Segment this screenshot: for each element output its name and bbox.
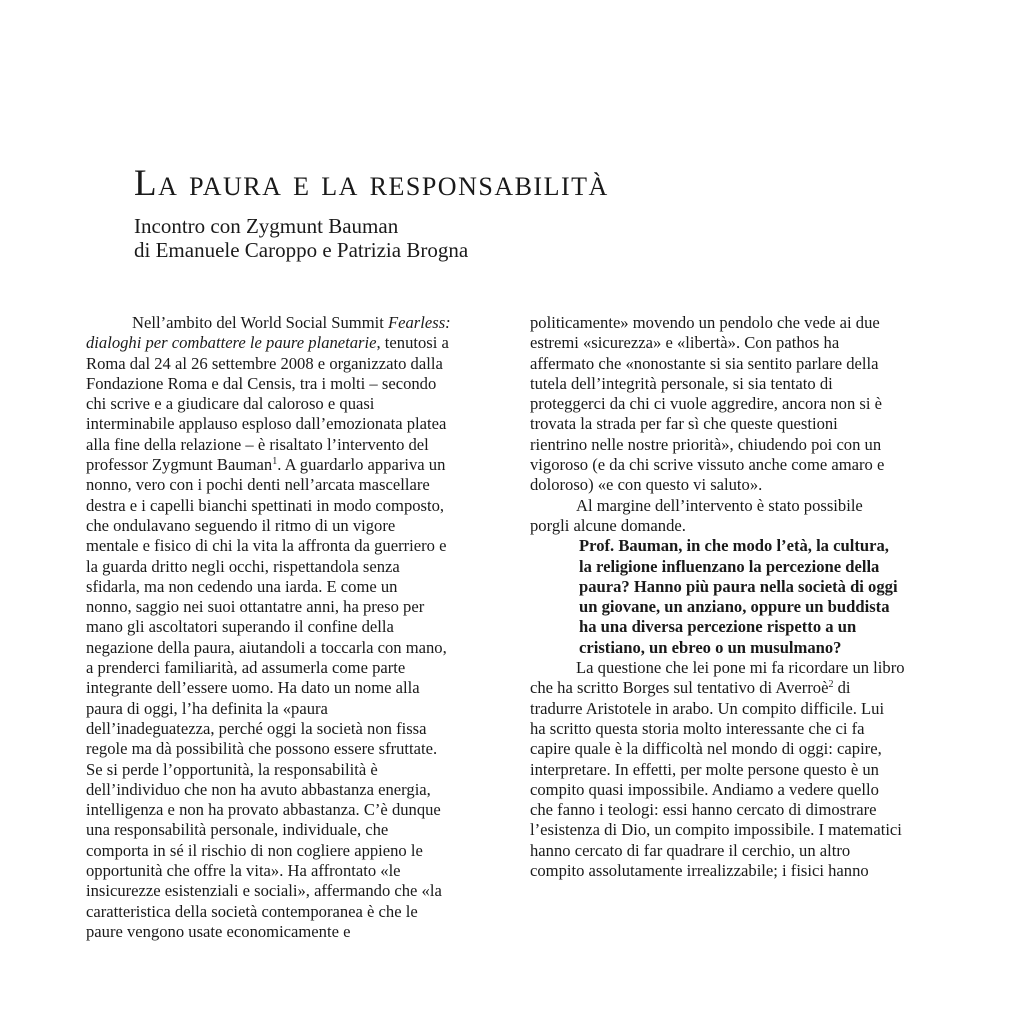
text-line: nonno, vero con i pochi denti nell’arcata mascellare — [86, 475, 430, 495]
text-line: hanno cercato di far quadrare il cerchio, un altro — [530, 840, 851, 860]
text-line: paure vengono usate economicamente e — [86, 921, 351, 941]
question-line: paura? Hanno più paura nella società di oggi — [579, 576, 898, 596]
text-line: nonno, saggio nei suoi ottantatre anni, ha preso per — [86, 597, 425, 617]
event-title-italic: Fearless: — [388, 313, 451, 332]
question-line: Prof. Bauman, in che modo l’età, la cultura, — [579, 536, 889, 556]
text-line: paura di oggi, l’ha definita la «paura — [86, 698, 328, 718]
interview-question — [530, 536, 940, 658]
text-line: Al margine dell’intervento è stato possibile — [576, 495, 863, 515]
text-run: professor Zygmunt Bauman — [86, 455, 273, 475]
text-run: , tenutosi a — [376, 333, 449, 353]
text-run: . A guardarlo appariva un — [277, 455, 446, 475]
text-line: una responsabilità personale, individuale, che — [86, 820, 389, 840]
text-line: rientrino nelle nostre priorità», chiudendo poi con un — [530, 434, 882, 454]
text-line: opportunità che offre la vita». Ha affrontato «le — [86, 861, 401, 881]
text-line: tutela dell’integrità personale, si sia tentato di — [530, 373, 833, 393]
text-line: politicamente» movendo un pendolo che vede ai due — [530, 313, 880, 332]
text-line: proteggerci da chi ci vuole aggredire, ancora non si è — [530, 394, 883, 414]
text-line: interminabile applauso esploso dall’emozionata platea — [86, 414, 447, 434]
text-line: comporta in sé il rischio di non cogliere appieno le — [86, 840, 423, 860]
text-line: integrante dell’essere uomo. Ha dato un nome alla — [86, 678, 420, 698]
text-line: chi scrive e a giudicare dal caloroso e quasi — [86, 394, 375, 414]
event-title-italic: dialoghi per combattere le paure planetarie — [86, 333, 377, 353]
text-line: l’esistenza di Dio, un compito impossibile. I matematici — [530, 820, 902, 840]
text-line: La questione che lei pone mi fa ricordare un libro — [576, 658, 905, 678]
subtitle-authors-line: di Emanuele Caroppo e Patrizia Brogna — [134, 238, 469, 262]
text-run: di — [833, 678, 851, 698]
intro-paragraph — [86, 313, 496, 942]
question-line: un giovane, un anziano, oppure un buddista — [579, 597, 890, 617]
text-line: mano gli ascoltatori superando il confine della — [86, 617, 394, 637]
continuation-paragraph — [530, 313, 940, 496]
text-line: la guarda dritto negli occhi, rispettandola senza — [86, 556, 400, 576]
text-line: mentale e fisico di chi la vita la affronta da guerriero e — [86, 536, 447, 556]
text-line: porgli alcune domande. — [530, 515, 686, 535]
question-line: la religione influenzano la percezione della — [579, 556, 880, 576]
text-line: che fanno i teologi: essi hanno cercato di dimostrare — [530, 800, 877, 820]
text-line: vigoroso (e da chi scrive vissuto anche come amaro e — [530, 455, 885, 475]
text-line: dell’inadeguatezza, perché oggi la società non fissa — [86, 718, 427, 738]
text-line: compito quasi impossibile. Andiamo a vedere quello — [530, 779, 879, 799]
text-line: alla fine della relazione – è risaltato l’intervento del — [86, 434, 429, 454]
text-line: ha scritto questa storia molto interessante che ci fa — [530, 718, 865, 738]
left-column — [86, 313, 496, 942]
text-line: Fondazione Roma e dal Censis, tra i molti – secondo — [86, 373, 437, 393]
text-line: estremi «sicurezza» e «libertà». Con pathos ha — [530, 333, 840, 353]
text-line: doloroso) «e con questo vi saluto». — [530, 475, 763, 495]
question-line: cristiano, un ebreo o un musulmano? — [579, 637, 842, 657]
text-line: trovata la strada per far sì che queste questioni — [530, 414, 838, 434]
text-line: dell’individuo che non ha avuto abbastanza energia, — [86, 779, 431, 799]
right-column — [530, 313, 940, 881]
text-line: interpretare. In effetti, per molte persone questo è un — [530, 759, 879, 779]
text-line: compito assolutamente irrealizzabile; i fisici hanno — [530, 861, 869, 881]
text-line: Roma dal 24 al 26 settembre 2008 e organizzato dalla — [86, 353, 443, 373]
text-line: caratteristica della società contemporanea è che le — [86, 901, 418, 921]
subtitle-interview-line: Incontro con Zygmunt Bauman — [134, 214, 399, 238]
text-line: regole ma dà possibilità che possono essere sfruttate. — [86, 739, 438, 759]
text-line: negazione della paura, aiutandoli a toccarla con mano, — [86, 637, 447, 657]
text-run: che ha scritto Borges sul tentativo di Averroè — [530, 678, 829, 698]
text-line: a prenderci familiarità, ad assumerla come parte — [86, 658, 406, 678]
margin-paragraph — [530, 496, 940, 537]
text-line — [86, 455, 496, 475]
text-line — [86, 333, 496, 353]
text-line: destra e i capelli bianchi spettinati in modo composto, — [86, 495, 445, 515]
text-line: affermato che «nonostante si sia sentito parlare della — [530, 353, 879, 373]
text-run: Nell’ambito del World Social Summit — [132, 313, 388, 332]
article-title: La paura e la responsabilità — [134, 163, 609, 204]
text-line: capire quale è la difficoltà nel mondo di oggi: capire, — [530, 739, 882, 759]
article-subtitle — [134, 214, 468, 262]
text-line: che ondulavano seguendo il ritmo di un vigore — [86, 515, 396, 535]
text-line: Se si perde l’opportunità, la responsabilità è — [86, 759, 378, 779]
text-line — [530, 678, 940, 698]
text-line: tradurre Aristotele in arabo. Un compito difficile. Lui — [530, 698, 885, 718]
footnote-ref-1[interactable]: 1 — [272, 456, 278, 468]
text-line: sfidarla, ma non cedendo una iarda. E come un — [86, 576, 398, 596]
interview-answer — [530, 658, 940, 881]
question-line: ha una diversa percezione rispetto a un — [579, 617, 857, 637]
footnote-ref-2[interactable]: 2 — [828, 679, 834, 691]
text-line: insicurezze esistenziali e sociali», affermando che «la — [86, 881, 442, 901]
text-line: intelligenza e non ha provato abbastanza. C’è dunque — [86, 800, 441, 820]
text-line — [86, 313, 496, 333]
